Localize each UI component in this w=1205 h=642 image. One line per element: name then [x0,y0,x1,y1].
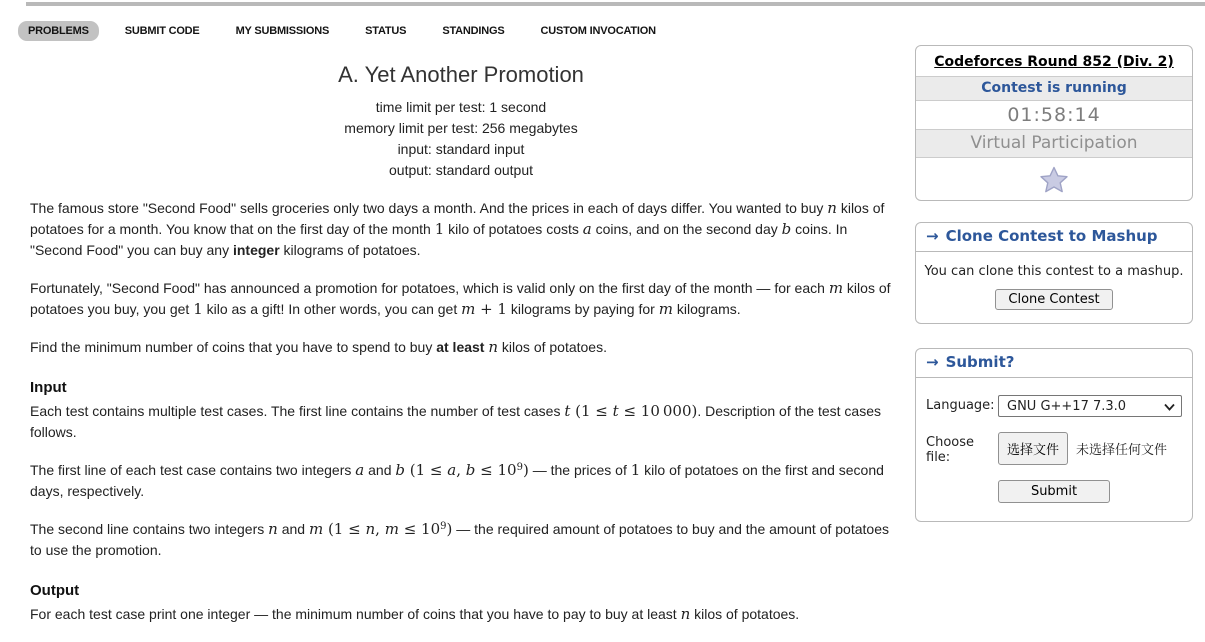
clone-description: You can clone this contest to a mashup. [924,264,1184,279]
statement-paragraph: For each test case print one integer — the minimum number of coins that you have to pay to buy at least n kilos of potatoes. [30,605,800,623]
choose-file-label: Choose file: [926,435,974,465]
arrow-icon: → [926,227,939,245]
tab-submit-code[interactable]: SUBMIT CODE [124,25,200,37]
choose-file-button[interactable]: 选择文件 [998,432,1068,465]
contest-info-box [915,45,1193,201]
tab-my-submissions[interactable]: MY SUBMISSIONS [235,25,330,37]
output-section-title: Output [30,582,80,599]
time-limit: time limit per test: 1 second [375,99,547,115]
tab-standings[interactable]: STANDINGS [442,25,505,37]
problem-title: A. Yet Another Promotion [338,62,584,87]
statement-paragraph: Each test contains multiple test cases. The first line contains the number of test cases t (1 ≤ t ≤ 10 000). Description of the test cases follows. [30,402,881,440]
statement-paragraph: The first line of each test case contains two integers a and b (1 ≤ a, $b \le 10^9$) — the prices of 1 kilo of potatoes on the first and second days, respectively. [30,461,884,499]
input-spec: input: standard input [397,141,525,157]
submit-caption-text: Submit? [945,353,1015,371]
submit-button[interactable]: Submit [998,480,1110,503]
clone-contest-box [915,222,1193,324]
output-spec: output: standard output [389,162,533,178]
contest-title-link[interactable]: Codeforces Round 852 (Div. 2) [934,54,1174,70]
language-select[interactable] [998,395,1182,417]
problem-limits [30,97,892,181]
language-selected-value: GNU G++17 7.3.0 [1007,398,1127,414]
input-section-title: Input [30,379,67,396]
memory-limit: memory limit per test: 256 megabytes [344,120,578,136]
clone-caption-text: Clone Contest to Mashup [945,227,1158,245]
statement-paragraph: The famous store "Second Food" sells groceries only two days a month. And the prices in each of days differ. You wanted to buy n kilos of potatoes for a month. You know that on the first day of the month 1 kilo of potatoes costs a coins, and on the second day b coins. In "Second Food" you can buy any integer kilograms of potatoes. [30,199,885,258]
language-label: Language: [926,398,995,413]
contest-timer: 01:58:14 [916,100,1192,129]
tab-custom-invocation[interactable]: CUSTOM INVOCATION [540,25,656,37]
chevron-down-icon [1164,403,1175,411]
file-chosen-status: 未选择任何文件 [1076,443,1168,458]
contest-status: Contest is running [916,76,1192,100]
problem-statement [30,62,892,642]
clone-contest-button[interactable]: Clone Contest [995,289,1112,310]
contest-title-row [916,46,1192,76]
submit-box-caption [916,349,1192,378]
statement-paragraph: Find the minimum number of coins that you have to spend to buy at least n kilos of potatoes. [30,338,607,356]
star-icon[interactable] [1040,166,1068,193]
tab-status[interactable]: STATUS [365,25,407,37]
statement-paragraph: Fortunately, "Second Food" has announced a promotion for potatoes, which is valid only on the first day of the month — for each m kilos of potatoes you buy, you get 1 kilo as a gift! In other words, you can get m + 1 kilograms by paying for m kilograms. [30,279,891,318]
submit-box [915,348,1193,522]
contest-tabs [18,21,666,41]
sidebar [915,45,1193,522]
tab-problems[interactable]: PROBLEMS [18,21,99,41]
participation-mode: Virtual Participation [916,129,1192,157]
top-divider [26,2,1205,6]
arrow-icon: → [926,353,939,371]
clone-box-caption [916,223,1192,252]
star-row [916,157,1192,200]
statement-paragraph: The second line contains two integers n and m (1 ≤ n, $m \le 10^9$) — the required amount of potatoes to buy and the amount of potatoes to use the promotion. [30,520,889,558]
